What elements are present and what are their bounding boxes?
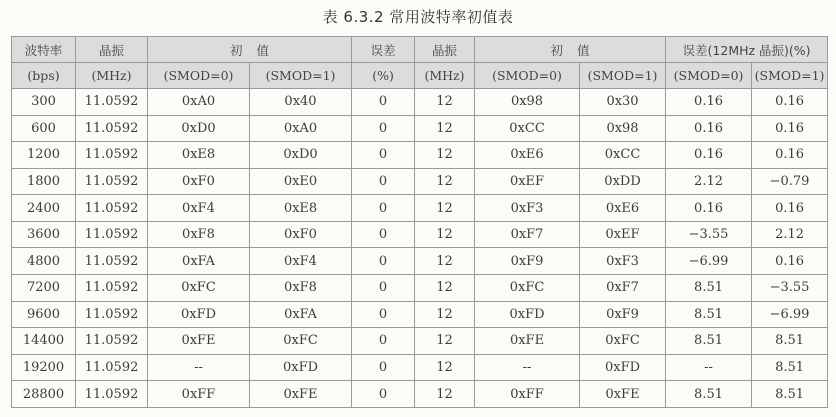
cell-init1-smod0: 0xFE [148, 328, 250, 355]
table-row [12, 221, 828, 248]
cell-init1-smod0: 0xF4 [148, 195, 250, 222]
cell-crystal-1: 11.0592 [76, 248, 148, 275]
cell-init1-smod1: 0xA0 [250, 115, 352, 142]
cell-init2-smod1: 0xF3 [580, 248, 666, 275]
cell-error2-smod1: 8.51 [752, 328, 828, 355]
cell-init1-smod1: 0xF0 [250, 221, 352, 248]
cell-init2-smod0: 0xF9 [475, 248, 580, 275]
cell-error-1: 0 [352, 354, 415, 381]
cell-baud-rate: 19200 [12, 354, 76, 381]
cell-error-1: 0 [352, 221, 415, 248]
table-header [12, 37, 828, 89]
cell-error2-smod1: 0.16 [752, 89, 828, 116]
cell-error2-smod0: 0.16 [666, 195, 752, 222]
header-error-12mhz: 误差(12MHz 晶振)(%) [666, 37, 828, 63]
cell-init2-smod0: 0xFC [475, 275, 580, 302]
cell-init2-smod0: 0xE6 [475, 142, 580, 169]
header-crystal-1-unit: (MHz) [76, 63, 148, 89]
header-init2-smod0: (SMOD=0) [475, 63, 580, 89]
cell-error-1: 0 [352, 381, 415, 408]
cell-baud-rate: 2400 [12, 195, 76, 222]
cell-error2-smod1: 0.16 [752, 195, 828, 222]
cell-error2-smod0: −3.55 [666, 221, 752, 248]
cell-init1-smod0: 0xD0 [148, 115, 250, 142]
cell-init1-smod0: 0xA0 [148, 89, 250, 116]
header-error-1: 误差 [352, 37, 415, 63]
cell-init2-smod1: 0x98 [580, 115, 666, 142]
cell-init1-smod0: 0xFD [148, 301, 250, 328]
cell-init2-smod0: 0xFE [475, 328, 580, 355]
header-init1-smod0: (SMOD=0) [148, 63, 250, 89]
cell-init1-smod1: 0xE0 [250, 168, 352, 195]
cell-init2-smod1: 0xF9 [580, 301, 666, 328]
cell-init2-smod0: 0xCC [475, 115, 580, 142]
table-title: 表 6.3.2 常用波特率初值表 [322, 8, 514, 26]
table-row [12, 168, 828, 195]
table-row [12, 115, 828, 142]
cell-crystal-2: 12 [415, 354, 475, 381]
cell-error2-smod1: 0.16 [752, 115, 828, 142]
table-row [12, 301, 828, 328]
cell-baud-rate: 3600 [12, 221, 76, 248]
table-row [12, 328, 828, 355]
cell-crystal-1: 11.0592 [76, 89, 148, 116]
cell-init1-smod1: 0xFD [250, 354, 352, 381]
cell-init2-smod1: 0x30 [580, 89, 666, 116]
cell-init1-smod1: 0xF8 [250, 275, 352, 302]
table-row [12, 142, 828, 169]
cell-crystal-2: 12 [415, 168, 475, 195]
cell-crystal-1: 11.0592 [76, 301, 148, 328]
cell-crystal-1: 11.0592 [76, 221, 148, 248]
cell-error-1: 0 [352, 195, 415, 222]
cell-baud-rate: 300 [12, 89, 76, 116]
cell-error2-smod1: −3.55 [752, 275, 828, 302]
cell-baud-rate: 600 [12, 115, 76, 142]
cell-error2-smod0: 0.16 [666, 142, 752, 169]
cell-init2-smod0: 0xFD [475, 301, 580, 328]
cell-crystal-1: 11.0592 [76, 195, 148, 222]
cell-crystal-2: 12 [415, 248, 475, 275]
table-row [12, 275, 828, 302]
cell-baud-rate: 1800 [12, 168, 76, 195]
cell-error2-smod0: 8.51 [666, 328, 752, 355]
cell-error2-smod0: −6.99 [666, 248, 752, 275]
cell-error2-smod1: −0.79 [752, 168, 828, 195]
cell-error2-smod0: -- [666, 354, 752, 381]
cell-init1-smod0: -- [148, 354, 250, 381]
cell-init1-smod1: 0xFE [250, 381, 352, 408]
cell-error2-smod1: 8.51 [752, 381, 828, 408]
header-error-1-unit: (%) [352, 63, 415, 89]
cell-crystal-2: 12 [415, 275, 475, 302]
cell-crystal-2: 12 [415, 115, 475, 142]
cell-init1-smod1: 0xF4 [250, 248, 352, 275]
table-row [12, 381, 828, 408]
cell-init2-smod1: 0xFC [580, 328, 666, 355]
cell-baud-rate: 9600 [12, 301, 76, 328]
cell-init2-smod0: -- [475, 354, 580, 381]
cell-error-1: 0 [352, 168, 415, 195]
cell-init2-smod0: 0xF7 [475, 221, 580, 248]
cell-init1-smod0: 0xF8 [148, 221, 250, 248]
cell-init1-smod1: 0x40 [250, 89, 352, 116]
header-crystal-2: 晶振 [415, 37, 475, 63]
cell-init2-smod0: 0xEF [475, 168, 580, 195]
header-error2-smod1: (SMOD=1) [752, 63, 828, 89]
header-error2-smod0: (SMOD=0) [666, 63, 752, 89]
cell-error2-smod0: 0.16 [666, 89, 752, 116]
cell-init1-smod0: 0xFA [148, 248, 250, 275]
cell-crystal-2: 12 [415, 195, 475, 222]
cell-init2-smod1: 0xCC [580, 142, 666, 169]
cell-crystal-2: 12 [415, 301, 475, 328]
cell-init2-smod1: 0xF7 [580, 275, 666, 302]
cell-error2-smod0: 8.51 [666, 275, 752, 302]
cell-init2-smod0: 0x98 [475, 89, 580, 116]
cell-init2-smod0: 0xFF [475, 381, 580, 408]
cell-baud-rate: 1200 [12, 142, 76, 169]
cell-baud-rate: 14400 [12, 328, 76, 355]
cell-crystal-2: 12 [415, 142, 475, 169]
cell-error2-smod1: −6.99 [752, 301, 828, 328]
cell-error2-smod0: 0.16 [666, 115, 752, 142]
cell-init1-smod0: 0xF0 [148, 168, 250, 195]
header-crystal-2-unit: (MHz) [415, 63, 475, 89]
cell-error-1: 0 [352, 301, 415, 328]
cell-init1-smod0: 0xE8 [148, 142, 250, 169]
cell-init1-smod1: 0xFA [250, 301, 352, 328]
cell-crystal-2: 12 [415, 381, 475, 408]
cell-error2-smod0: 8.51 [666, 381, 752, 408]
cell-init2-smod1: 0xFD [580, 354, 666, 381]
cell-crystal-1: 11.0592 [76, 381, 148, 408]
table-row [12, 89, 828, 116]
cell-error2-smod1: 0.16 [752, 142, 828, 169]
header-initial-value-2 [475, 37, 666, 63]
baud-rate-table [11, 36, 828, 408]
header-baud-rate: 波特率 [12, 37, 76, 63]
cell-init1-smod1: 0xD0 [250, 142, 352, 169]
cell-init2-smod1: 0xFE [580, 381, 666, 408]
cell-error-1: 0 [352, 89, 415, 116]
table-row [12, 248, 828, 275]
cell-error-1: 0 [352, 328, 415, 355]
cell-init2-smod0: 0xF3 [475, 195, 580, 222]
cell-error-1: 0 [352, 275, 415, 302]
header-baud-unit: (bps) [12, 63, 76, 89]
header-crystal-1: 晶振 [76, 37, 148, 63]
cell-init1-smod0: 0xFC [148, 275, 250, 302]
cell-crystal-1: 11.0592 [76, 328, 148, 355]
header-initial-value-2-label: 初值 [550, 42, 604, 58]
cell-init2-smod1: 0xEF [580, 221, 666, 248]
cell-error2-smod0: 2.12 [666, 168, 752, 195]
cell-baud-rate: 7200 [12, 275, 76, 302]
cell-crystal-1: 11.0592 [76, 142, 148, 169]
header-init1-smod1: (SMOD=1) [250, 63, 352, 89]
header-initial-value-1 [148, 37, 352, 63]
cell-init2-smod1: 0xDD [580, 168, 666, 195]
table-body [12, 89, 828, 408]
cell-init1-smod0: 0xFF [148, 381, 250, 408]
cell-error2-smod1: 8.51 [752, 354, 828, 381]
cell-crystal-1: 11.0592 [76, 168, 148, 195]
table-row [12, 354, 828, 381]
header-init2-smod1: (SMOD=1) [580, 63, 666, 89]
cell-init2-smod1: 0xE6 [580, 195, 666, 222]
cell-baud-rate: 4800 [12, 248, 76, 275]
cell-crystal-2: 12 [415, 328, 475, 355]
cell-error-1: 0 [352, 248, 415, 275]
cell-init1-smod1: 0xFC [250, 328, 352, 355]
cell-crystal-1: 11.0592 [76, 115, 148, 142]
cell-crystal-1: 11.0592 [76, 275, 148, 302]
table-row [12, 195, 828, 222]
cell-crystal-2: 12 [415, 89, 475, 116]
cell-error2-smod0: 8.51 [666, 301, 752, 328]
header-initial-value-1-label: 初值 [230, 42, 284, 58]
cell-baud-rate: 28800 [12, 381, 76, 408]
cell-error2-smod1: 2.12 [752, 221, 828, 248]
cell-error-1: 0 [352, 115, 415, 142]
cell-error2-smod1: 0.16 [752, 248, 828, 275]
cell-crystal-1: 11.0592 [76, 354, 148, 381]
cell-error-1: 0 [352, 142, 415, 169]
cell-init1-smod1: 0xE8 [250, 195, 352, 222]
cell-crystal-2: 12 [415, 221, 475, 248]
